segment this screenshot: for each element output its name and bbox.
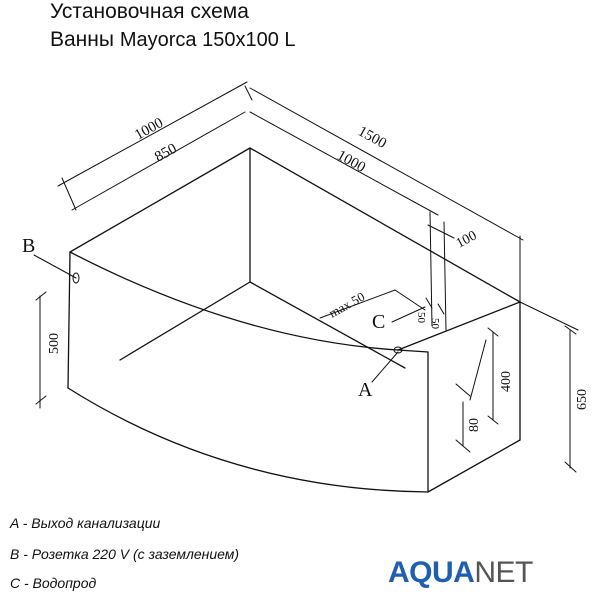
title-prefix: Ванны: [50, 28, 114, 51]
dim-50b-label: 50: [429, 318, 441, 329]
dim-max50-label: max 50: [326, 288, 368, 321]
legend-item-b: B - Розетка 220 V (с заземлением): [10, 546, 240, 562]
dim-400-label: 400: [499, 371, 514, 392]
tub-front-corner-join: [398, 350, 428, 352]
dim-80-label: 80: [467, 418, 482, 432]
tub-bottom-right-edge: [428, 440, 520, 492]
tub-left-vertical: [68, 252, 70, 388]
dim-1500-label: 1500: [355, 123, 390, 153]
dim-100-label: 100: [453, 228, 480, 252]
dim-650-label: 650: [575, 389, 590, 410]
aquanet-logo: [388, 556, 533, 590]
tub-bottom-front-arc: [68, 388, 428, 492]
logo-aqua: AQUA: [388, 556, 475, 589]
point-c-label: C: [372, 311, 386, 333]
tub-top-back-edge: [250, 148, 520, 302]
dim-850-label: 850: [152, 140, 180, 166]
dim-1000-outer-label: 1000: [132, 114, 167, 144]
title-line-1: Установочная схема: [50, 0, 249, 23]
legend-item-a: A - Выход канализации: [10, 515, 161, 531]
dim-1000-inner-label: 1000: [334, 147, 369, 177]
dim-500-label: 500: [47, 333, 62, 354]
model-name: Mayorca 150x100 L: [119, 29, 296, 51]
point-b-label: B: [22, 235, 36, 257]
legend-item-c: C - Водопрод: [10, 575, 97, 591]
inner-floor-left: [120, 282, 250, 360]
point-a-label: A: [358, 379, 373, 401]
dim-100-line: [428, 225, 454, 238]
dim-50a-label: 50: [415, 312, 427, 323]
dim-1500-line: [250, 88, 523, 240]
logo-net: NET: [474, 556, 533, 589]
tub-top-right-edge: [398, 302, 520, 350]
